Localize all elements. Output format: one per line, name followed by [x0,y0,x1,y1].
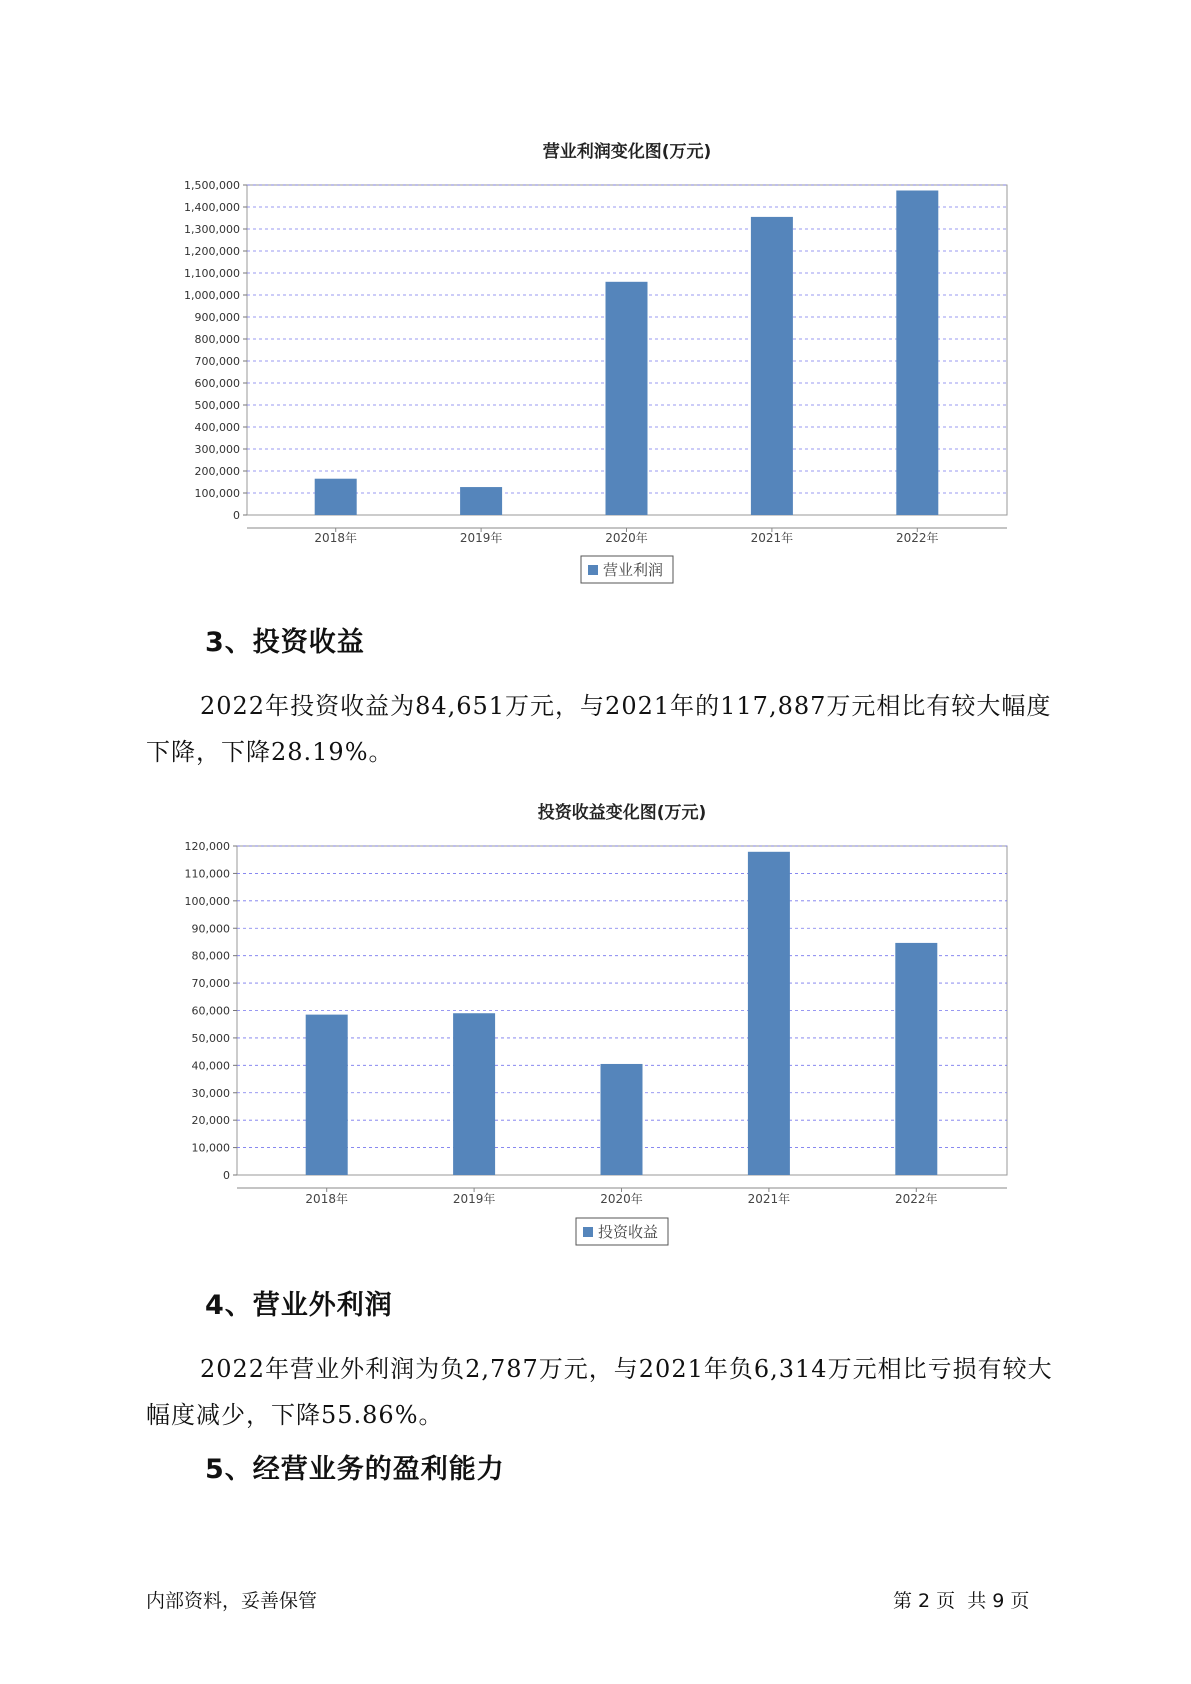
y-tick-label: 40,000 [191,1059,230,1073]
legend-label: 投资收益 [598,1223,659,1241]
y-tick-label: 110,000 [184,867,230,881]
bar-2018 [306,1015,348,1175]
x-tick-label: 2020年 [605,531,648,545]
y-tick-label: 0 [233,509,240,522]
footer-confidential-note: 内部资料，妥善保管 [146,1590,318,1612]
x-tick-label: 2021年 [750,531,794,545]
x-tick-label: 2018年 [305,1192,348,1206]
chart-title: 营业利润变化图(万元) [542,142,712,162]
x-tick-label: 2019年 [459,531,503,545]
bar-2019 [453,1013,495,1175]
y-tick-label: 600,000 [194,377,240,390]
y-tick-label: 10,000 [191,1141,230,1155]
y-tick-label: 1,000,000 [184,289,240,302]
y-tick-label: 1,400,000 [184,201,240,214]
section-4-paragraph: 2022年营业外利润为负2,787万元，与2021年负6,314万元相比亏损有较大幅度减少，下降55.86%。 [146,1355,1053,1429]
section-5-heading: 5、经营业务的盈利能力 [205,1454,505,1485]
y-tick-label: 1,100,000 [184,267,240,280]
bar-2021 [748,852,790,1175]
y-tick-label: 900,000 [194,311,240,324]
y-tick-label: 200,000 [194,465,240,478]
y-tick-label: 700,000 [194,355,240,368]
footer-page-number: 第 2 页 共 9 页 [893,1590,1030,1612]
y-tick-label: 300,000 [194,443,240,456]
section-3-heading: 3、投资收益 [205,627,365,658]
y-tick-label: 400,000 [194,421,240,434]
y-tick-label: 20,000 [191,1114,230,1128]
bar-2022 [895,943,937,1175]
y-tick-label: 60,000 [191,1004,230,1018]
legend-swatch [583,1227,593,1237]
y-tick-label: 120,000 [184,840,230,853]
x-tick-label: 2022年 [896,531,939,545]
x-tick-label: 2022年 [895,1192,938,1206]
section-4-heading: 4、营业外利润 [205,1290,393,1321]
y-tick-label: 500,000 [194,399,240,412]
x-tick-label: 2020年 [600,1192,643,1206]
y-tick-label: 1,500,000 [184,179,240,192]
x-tick-label: 2019年 [452,1192,496,1206]
y-tick-label: 100,000 [194,487,240,500]
y-tick-label: 0 [223,1169,230,1182]
y-tick-label: 1,300,000 [184,223,240,236]
y-tick-label: 70,000 [191,977,230,991]
x-tick-label: 2021年 [747,1192,791,1206]
y-tick-label: 30,000 [191,1086,230,1100]
y-tick-label: 90,000 [191,922,230,936]
chart-title: 投资收益变化图(万元) [537,803,707,823]
y-tick-label: 50,000 [191,1031,230,1045]
section-3-paragraph: 2022年投资收益为84,651万元，与2021年的117,887万元相比有较大幅度下降，下降28.19%。 [146,692,1052,766]
y-tick-label: 1,200,000 [184,245,240,258]
bar-2020 [601,1064,643,1175]
legend-label: 营业利润 [603,561,664,579]
x-tick-label: 2018年 [314,531,357,545]
y-tick-label: 800,000 [194,333,240,346]
y-tick-label: 80,000 [191,949,230,963]
y-tick-label: 100,000 [184,894,230,908]
